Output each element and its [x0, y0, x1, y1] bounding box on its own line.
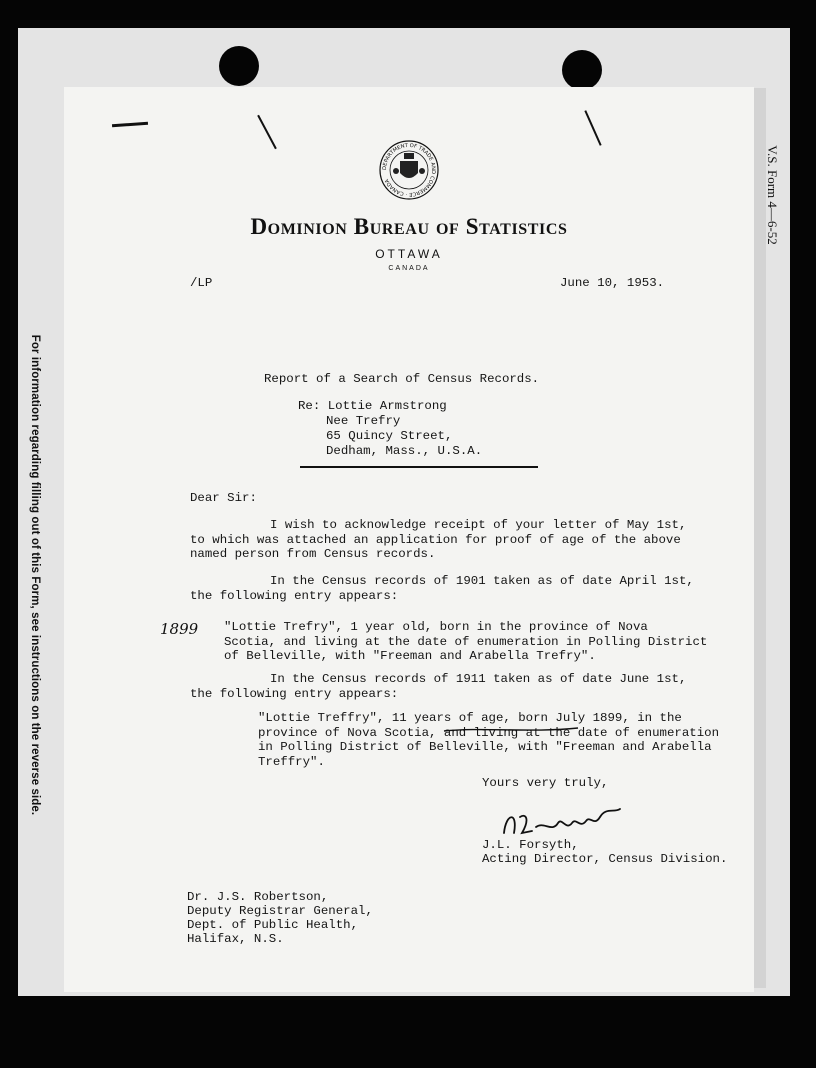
letter-date: June 10, 1953.: [560, 276, 665, 290]
para1-line: I wish to acknowledge receipt of your letter of May 1st,: [270, 518, 687, 532]
punch-hole-left: [219, 46, 259, 86]
quote2-line: province of Nova Scotia, and living at the date of enumeration: [258, 726, 720, 740]
quote1-line: Scotia, and living at the date of enumeration in Polling District: [224, 635, 708, 649]
quote1-line: "Lottie Trefry", 1 year old, born in the province of Nova: [224, 620, 648, 634]
addressee-line: Halifax, N.S.: [187, 932, 284, 946]
reference-code: /LP: [190, 276, 213, 290]
quote2-line: in Polling District of Belleville, with "Freeman and Arabella: [258, 740, 712, 754]
handwritten-underline: [442, 725, 582, 737]
signatory-title: Acting Director, Census Division.: [482, 852, 728, 866]
signature: [496, 803, 626, 843]
para2-line: the following entry appears:: [190, 589, 399, 603]
staple-mark-center: [257, 115, 277, 149]
handwritten-margin-note: 1899: [160, 620, 199, 638]
subject-rule: [300, 466, 538, 468]
complimentary-close: Yours very truly,: [482, 776, 609, 790]
quote2-line: Treffry".: [258, 755, 325, 769]
side-instruction-note: [22, 334, 48, 816]
letter-sheet: [64, 87, 754, 992]
addressee-line: Dr. J.S. Robertson,: [187, 890, 329, 904]
addressee-line: Deputy Registrar General,: [187, 904, 373, 918]
letterhead-city: OTTAWA: [375, 247, 443, 261]
staple-mark-right: [584, 110, 601, 146]
para3-line: the following entry appears:: [190, 687, 399, 701]
crest-seal: [378, 139, 440, 201]
salutation: Dear Sir:: [190, 491, 257, 505]
crest-text: DEPARTMENT OF TRADE AND COMMERCE · CANADA: [381, 142, 437, 198]
para3-line: In the Census records of 1911 taken as of date June 1st,: [270, 672, 687, 686]
signatory-name: J.L. Forsyth,: [482, 838, 579, 852]
re-line: Re: Lottie Armstrong: [298, 399, 447, 413]
subject-heading: Report of a Search of Census Records.: [264, 372, 540, 386]
punch-hole-right: [562, 50, 602, 90]
form-number-label: [757, 120, 787, 270]
re-line: Nee Trefry: [326, 414, 401, 428]
form-number-text: V.S. Form 4—6-52: [765, 145, 780, 245]
re-line: 65 Quincy Street,: [326, 429, 453, 443]
staple-mark-left: [112, 122, 148, 128]
para2-line: In the Census records of 1901 taken as of date April 1st,: [270, 574, 694, 588]
letterhead-country: CANADA: [388, 265, 430, 272]
quote2-line: "Lottie Treffry", 11 years of age, born July 1899, in the: [258, 711, 682, 725]
para1-line: to which was attached an application for proof of age of the above: [190, 533, 681, 547]
side-instruction-text: For information regarding filling out of this Form, see instructions on the reverse side.: [29, 334, 41, 816]
addressee-line: Dept. of Public Health,: [187, 918, 359, 932]
bureau-title: Dominion Bureau of Statistics: [250, 214, 568, 239]
para1-line: named person from Census records.: [190, 547, 436, 561]
re-line: Dedham, Mass., U.S.A.: [326, 444, 483, 458]
quote1-line: of Belleville, with "Freeman and Arabella Trefry".: [224, 649, 596, 663]
